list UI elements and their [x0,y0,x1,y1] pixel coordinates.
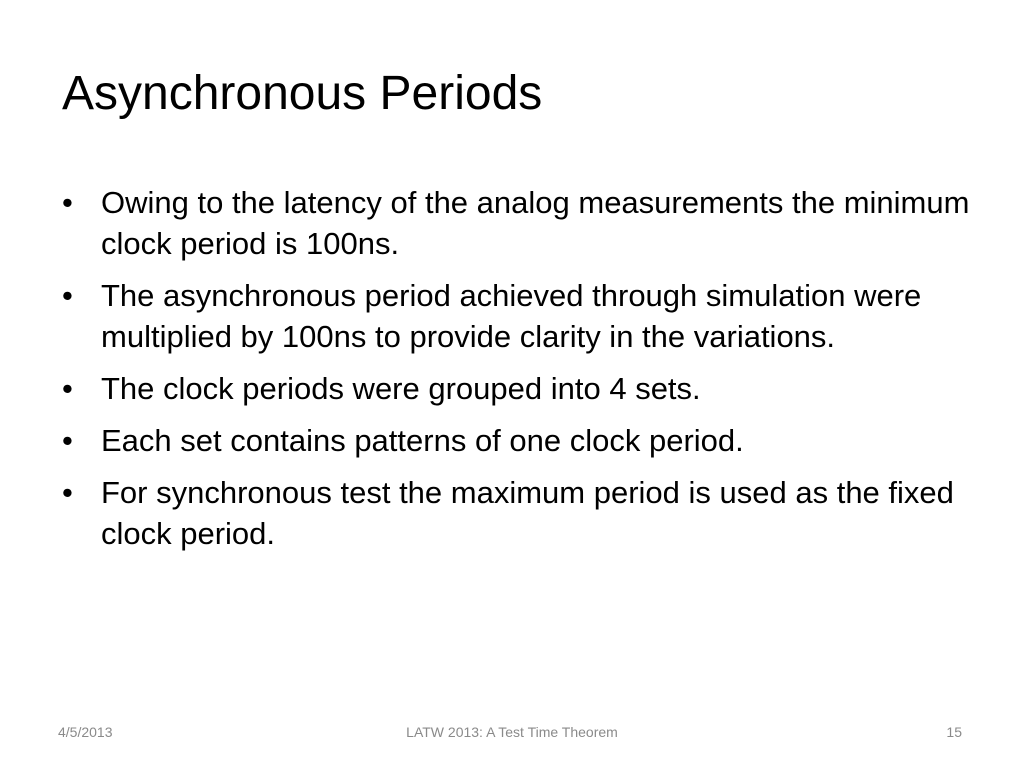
bullet-icon: • [62,278,73,313]
bullet-icon: • [62,371,73,406]
bullet-list [62,182,972,565]
bullet-item [62,368,972,409]
bullet-icon: • [62,475,73,510]
footer-page-number: 15 [946,724,962,740]
bullet-item [62,472,972,554]
bullet-text: Owing to the latency of the analog measurements the minimum clock period is 100ns. [101,185,970,261]
bullet-icon: • [62,423,73,458]
footer-date: 4/5/2013 [58,724,113,740]
bullet-text: The asynchronous period achieved through simulation were multiplied by 100ns to provide clarity in the variations. [101,278,922,354]
bullet-item [62,182,972,264]
footer-title: LATW 2013: A Test Time Theorem [406,724,618,740]
bullet-item [62,275,972,357]
bullet-icon: • [62,185,73,220]
bullet-text: The clock periods were grouped into 4 sets. [101,371,701,406]
bullet-text: Each set contains patterns of one clock period. [101,423,744,458]
slide-title: Asynchronous Periods [62,67,543,120]
bullet-item [62,420,972,461]
bullet-text: For synchronous test the maximum period is used as the fixed clock period. [101,475,954,551]
